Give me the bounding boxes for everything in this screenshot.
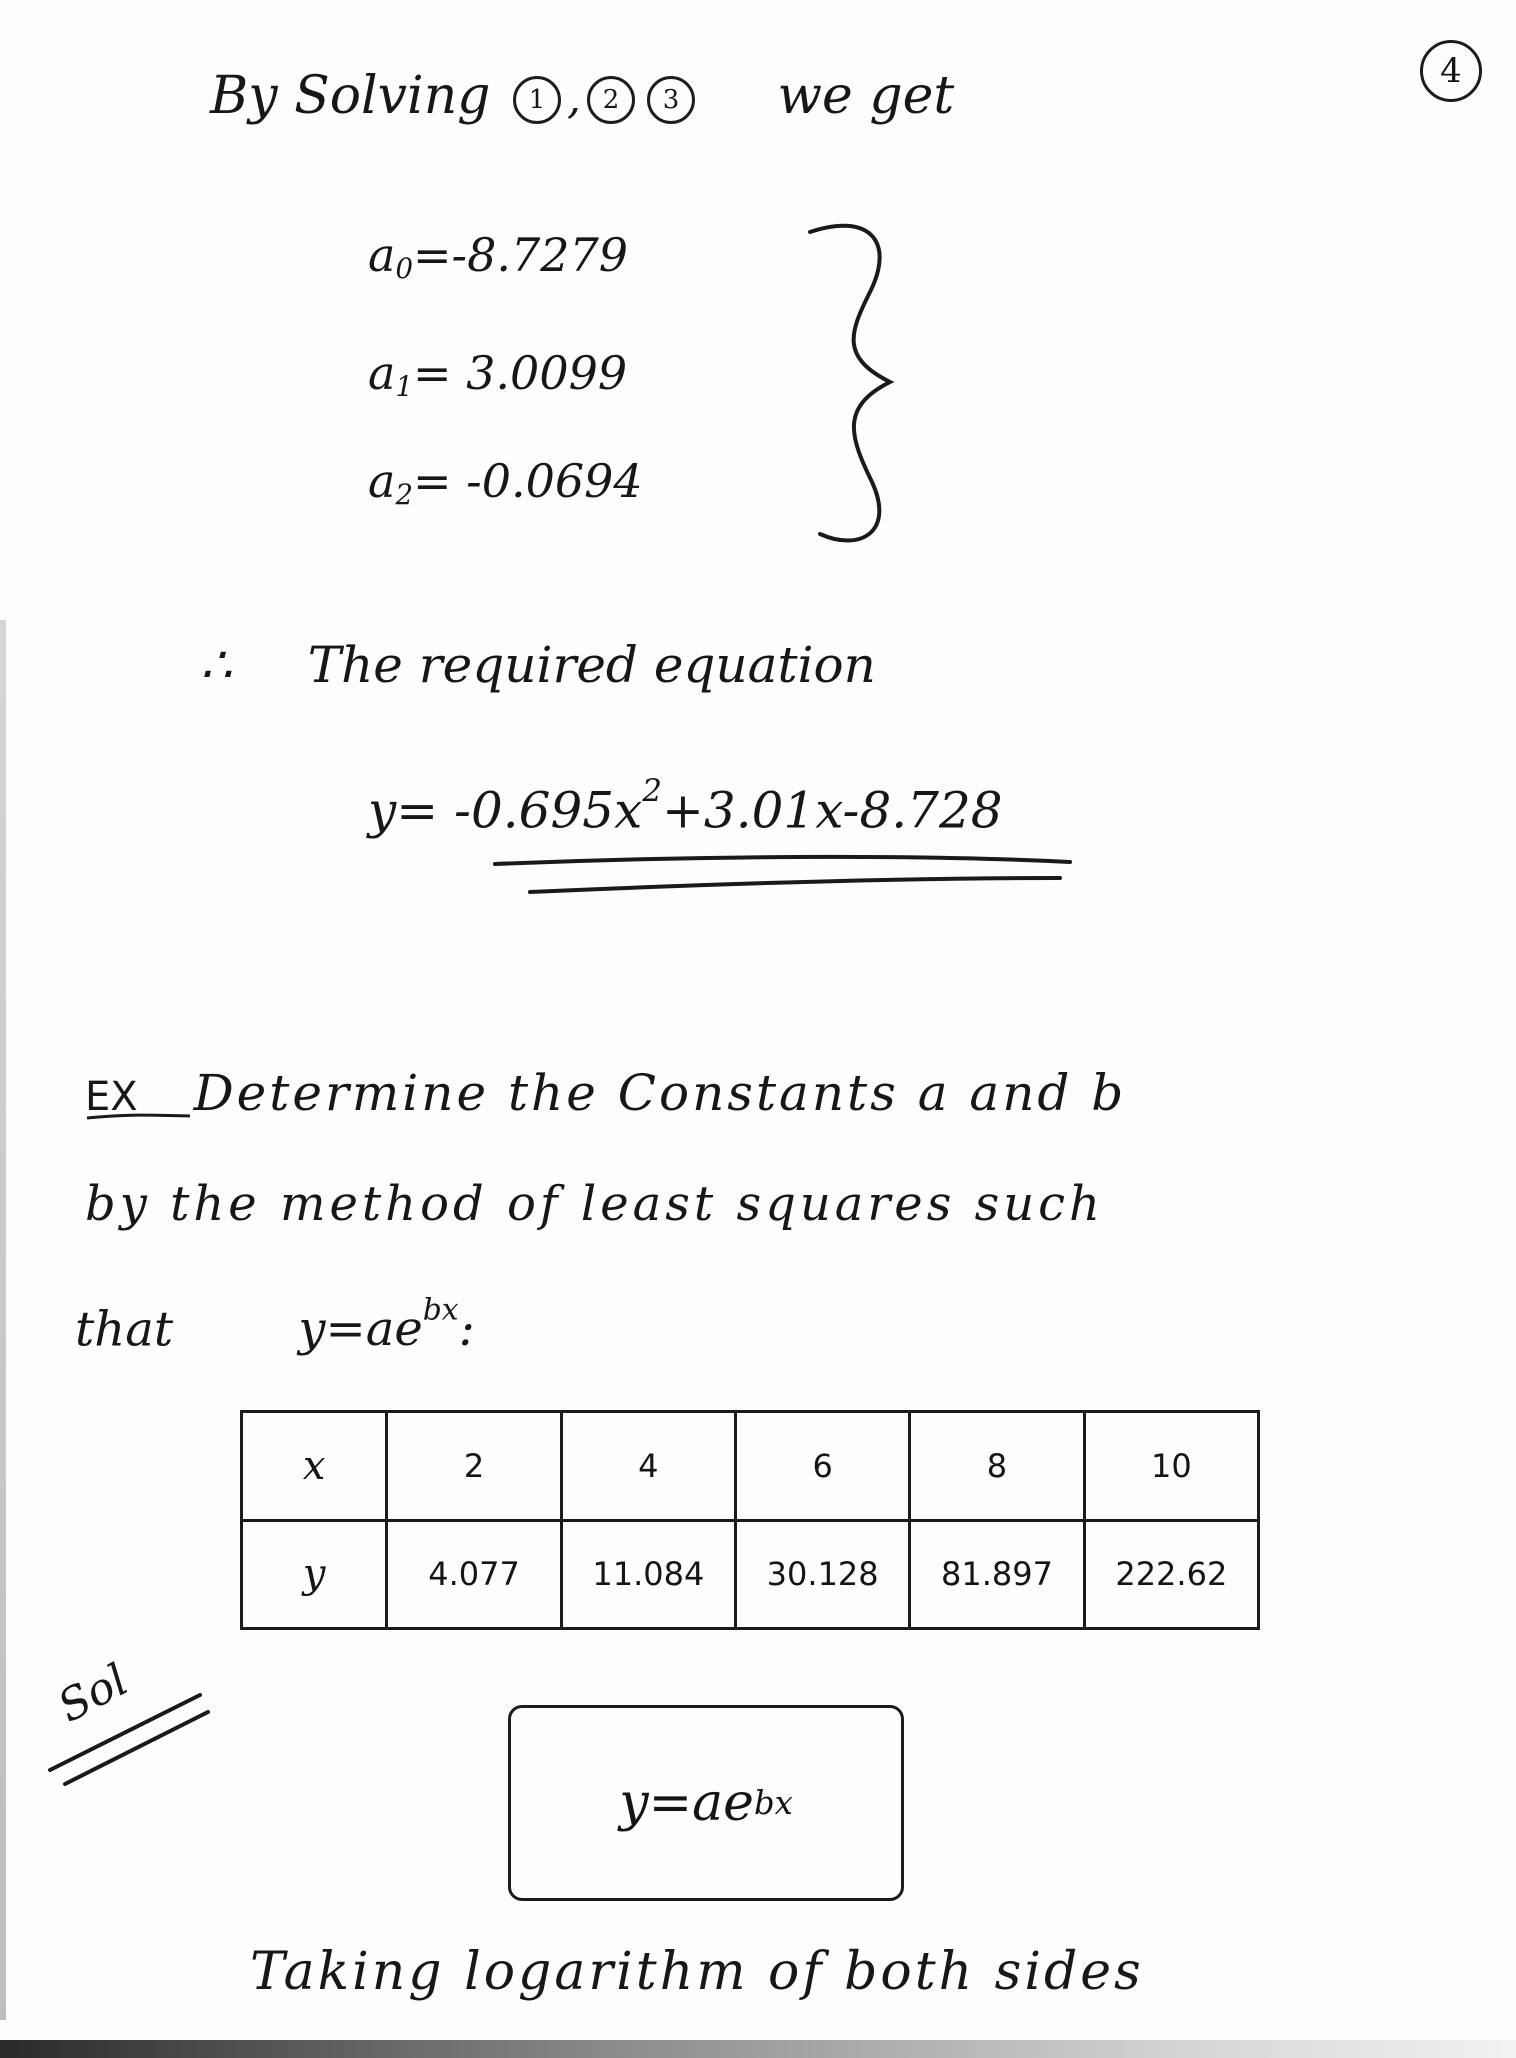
example-text-1: Determine the Constants a and b (193, 1064, 1127, 1122)
coefficient-value: = 3.0099 (413, 346, 628, 400)
coefficient-name: a (368, 346, 396, 400)
equation-term1: -0.695x (454, 781, 643, 840)
solution-label: Sol (49, 1654, 137, 1733)
equation-exponent: 2 (642, 773, 663, 809)
page-bottom-edge (0, 2040, 1516, 2058)
equation-double-underline (490, 848, 1090, 908)
table-cell-y: 81.897 (910, 1520, 1084, 1629)
intro-start-text: By Solving (210, 66, 491, 126)
therefore-line (200, 636, 876, 694)
table-header-x: x (242, 1412, 387, 1521)
equation-ref-1: 1 (513, 76, 561, 124)
table-cell-x: 6 (736, 1412, 910, 1521)
final-line: Taking logarithm of both sides (250, 1942, 1144, 2002)
equation-ref-separator: , (567, 73, 581, 124)
coefficient-name: a (368, 228, 396, 282)
equation-ref-2: 2 (587, 76, 635, 124)
boxed-lhs: y=ae (619, 1773, 754, 1833)
therefore-text: The required equation (307, 636, 876, 694)
coefficient-value: = -0.0694 (413, 454, 643, 508)
table-cell-x: 4 (561, 1412, 735, 1521)
example-line-2: by the method of least squares such (85, 1176, 1104, 1232)
page-number: 4 (1420, 40, 1482, 102)
equation-lhs: y= (368, 781, 455, 840)
table-cell-x: 8 (910, 1412, 1084, 1521)
intro-line (210, 66, 955, 126)
coefficient-name: a (368, 454, 396, 508)
right-curly-brace (800, 212, 920, 552)
required-equation (368, 773, 1003, 840)
boxed-model-equation (508, 1705, 904, 1901)
example-label-underline (85, 1110, 195, 1126)
model-equation (298, 1293, 475, 1358)
boxed-exponent: bx (753, 1784, 793, 1822)
coefficient-value: =-8.7279 (413, 228, 629, 282)
equation-rest: +3.01x-8.728 (662, 781, 1003, 840)
model-exponent: bx (422, 1293, 459, 1328)
model-lhs: y=ae (298, 1301, 423, 1358)
table-row-y (242, 1520, 1259, 1629)
table-row-x (242, 1412, 1259, 1521)
solution-underline-marks (40, 1654, 210, 1790)
table-header-y: y (242, 1520, 387, 1629)
equation-ref-3: 3 (647, 76, 695, 124)
coefficient-subscript: 0 (395, 251, 413, 285)
coefficient-subscript: 2 (395, 477, 413, 511)
coefficient-a0 (368, 228, 629, 285)
data-table (240, 1410, 1260, 1630)
therefore-symbol: ∴ (200, 636, 232, 694)
table-cell-y: 222.62 (1084, 1520, 1258, 1629)
coefficient-a2 (368, 454, 643, 511)
coefficient-subscript: 1 (395, 369, 413, 403)
example-label: EX (85, 1074, 138, 1120)
table-cell-y: 11.084 (561, 1520, 735, 1629)
coefficient-a1 (368, 346, 628, 403)
example-that-text: that (75, 1301, 174, 1358)
page-left-edge (0, 620, 6, 2020)
example-line-3 (75, 1293, 475, 1358)
table-cell-y: 30.128 (736, 1520, 910, 1629)
intro-end-text: we get (777, 66, 955, 126)
model-colon: : (458, 1301, 475, 1358)
table-cell-y: 4.077 (387, 1520, 561, 1629)
example-line-1 (85, 1064, 1127, 1122)
table-cell-x: 2 (387, 1412, 561, 1521)
table-cell-x: 10 (1084, 1412, 1258, 1521)
